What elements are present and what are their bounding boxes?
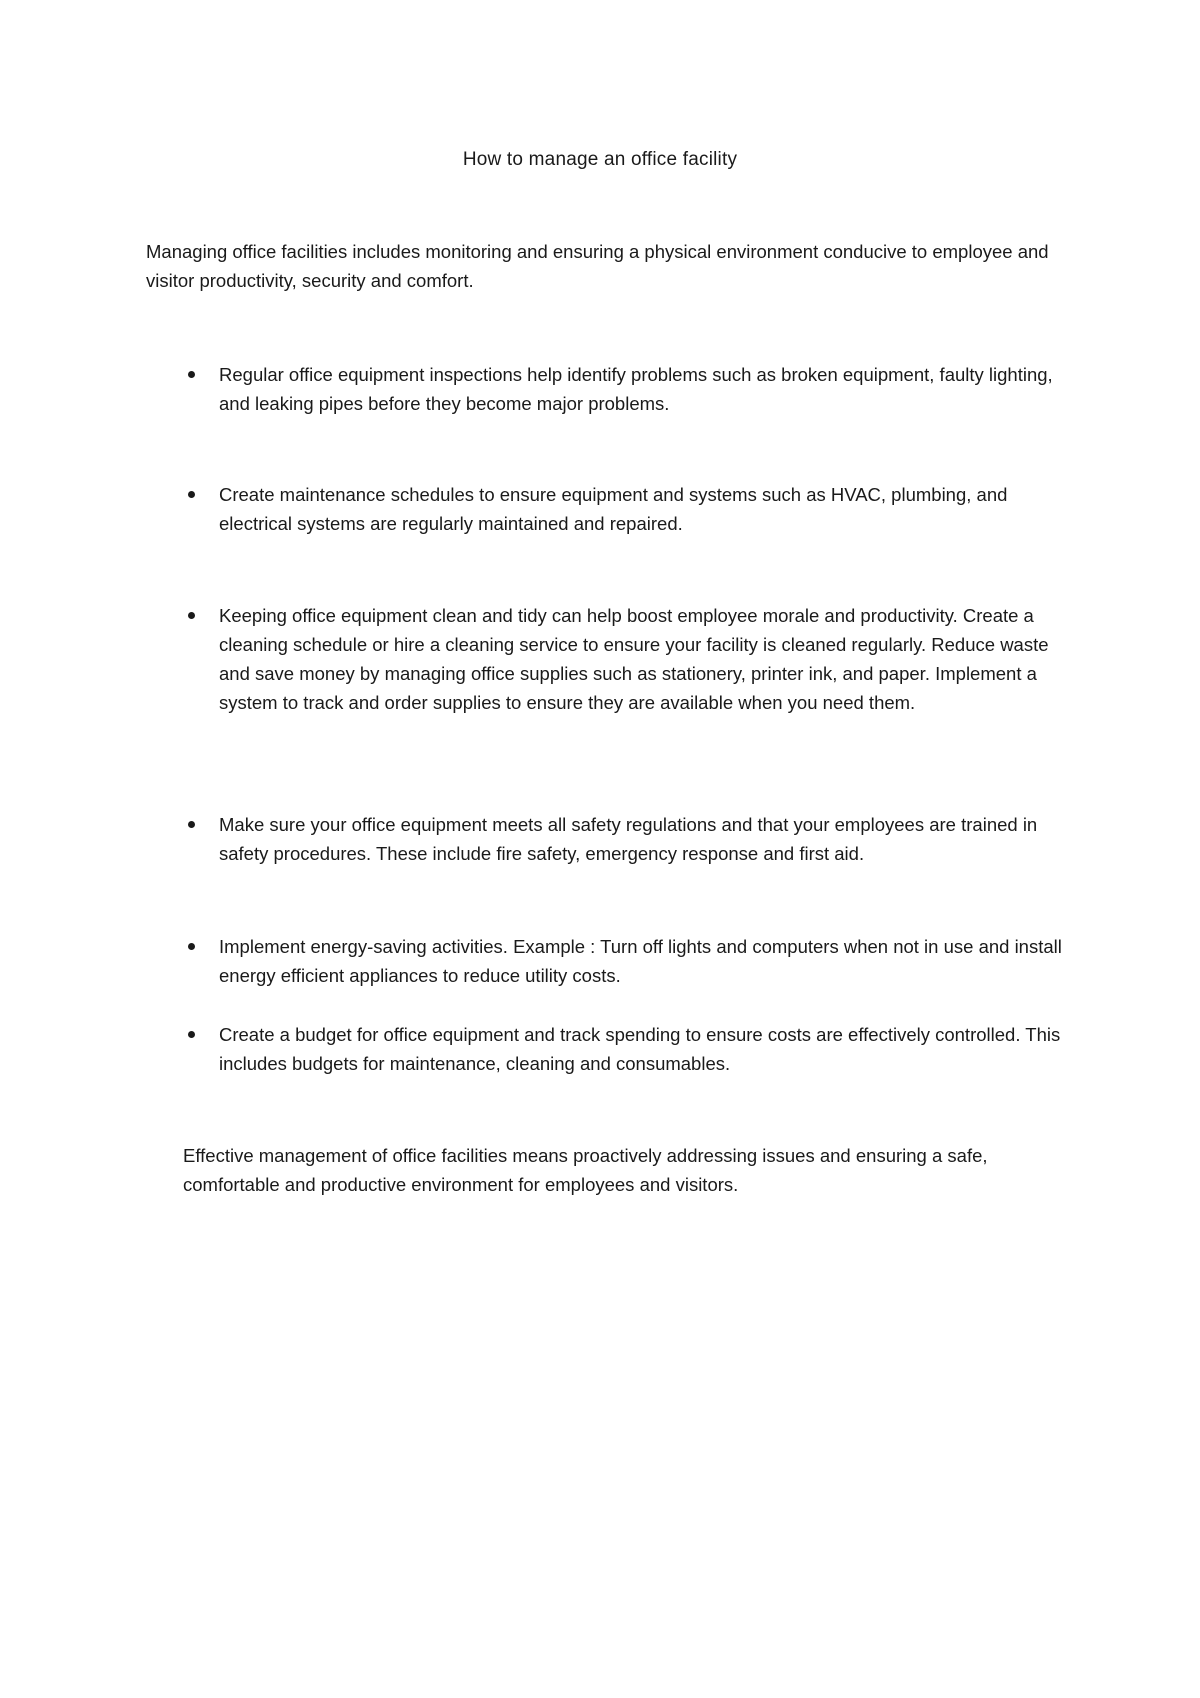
closing-paragraph: Effective management of office facilities means proactively addressing issues and ensuring a safe, comfortable and productive environment for employees and visitors. [183, 1145, 988, 1195]
bullet-icon [188, 612, 195, 619]
list-item-text: Create a budget for office equipment and track spending to ensure costs are effectively controlled. This includes budgets for maintenance, cleaning and consumables. [219, 1024, 1061, 1074]
list-item [219, 601, 1079, 717]
list-item [219, 932, 1079, 990]
list-item-text: Create maintenance schedules to ensure equipment and systems such as HVAC, plumbing, and electrical systems are regularly maintained and repaired. [219, 484, 1008, 534]
bullet-icon [188, 371, 195, 378]
document-title: How to manage an office facility [462, 149, 738, 170]
list-item-text: Make sure your office equipment meets all safety regulations and that your employees are trained in safety procedures. These include fire safety, emergency response and first aid. [219, 814, 1038, 864]
list-item-text: Keeping office equipment clean and tidy can help boost employee morale and productivity. Create a cleaning schedule or hire a cleaning service to ensure your facility is cleaned regularly. Reduce waste and save money by managing office supplies such as stationery, printer ink, and paper. Implement a system to track and order supplies to ensure they are available when you need them. [219, 605, 1049, 713]
list-item [219, 480, 1079, 538]
list-item [219, 810, 1079, 868]
intro-paragraph: Managing office facilities includes monitoring and ensuring a physical environment conducive to employee and visitor productivity, security and comfort. [146, 241, 1049, 291]
list-item [219, 360, 1079, 418]
list-item-text: Regular office equipment inspections help identify problems such as broken equipment, faulty lighting, and leaking pipes before they become major problems. [219, 364, 1053, 414]
list-item-text: Implement energy-saving activities. Example : Turn off lights and computers when not in use and install energy efficient appliances to reduce utility costs. [219, 936, 1062, 986]
bullet-icon [188, 1031, 195, 1038]
bullet-icon [188, 943, 195, 950]
list-item [219, 1020, 1079, 1078]
bullet-icon [188, 821, 195, 828]
bullet-icon [188, 491, 195, 498]
